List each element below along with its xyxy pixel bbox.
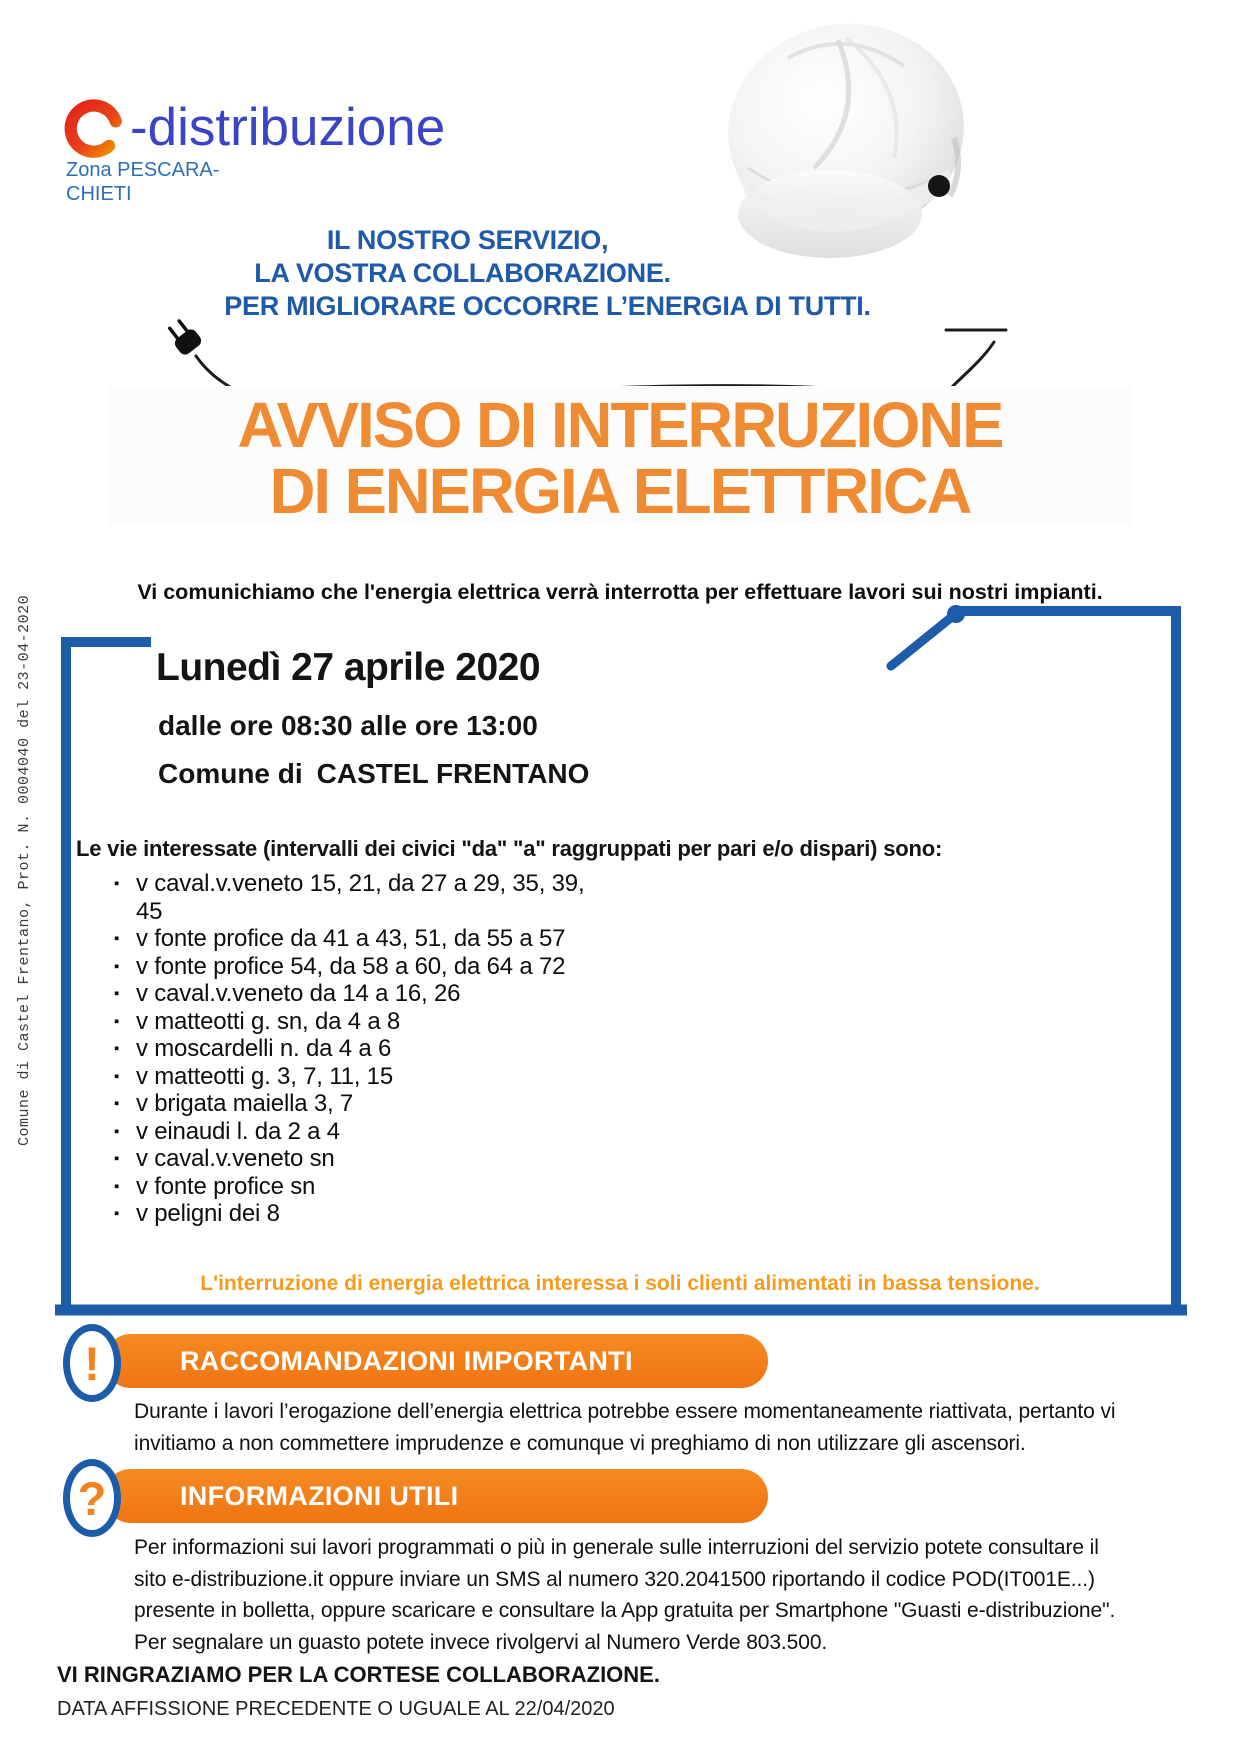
logo-e-icon bbox=[62, 92, 128, 162]
pin-icon bbox=[891, 616, 953, 666]
street-item: ▪ v fonte profice da 41 a 43, 51, da 55 a 57 bbox=[114, 925, 614, 953]
e-distribuzione-logo bbox=[62, 92, 445, 162]
question-icon: ? bbox=[63, 1459, 121, 1537]
plug-icon bbox=[165, 317, 203, 356]
street-item: ▪ v moscardelli n. da 4 a 6 bbox=[114, 1035, 614, 1063]
street-item: ▪ v matteotti g. 3, 7, 11, 15 bbox=[114, 1063, 614, 1091]
section-body-raccomandazioni: Durante i lavori l’erogazione dell’energia elettrica potrebbe essere momentaneamente riattivata, pertanto vi invitiamo a non commettere imprudenze e comunque vi preghiamo di non utilizzare gli ascensori. bbox=[134, 1400, 1116, 1455]
street-item: ▪ v caval.v.veneto da 14 a 16, 26 bbox=[114, 980, 614, 1008]
section-title: INFORMAZIONI UTILI bbox=[180, 1480, 459, 1511]
notice-title-line-1: AVVISO DI INTERRUZIONE bbox=[237, 389, 1003, 461]
street-item: ▪ v caval.v.veneto 15, 21, da 27 a 29, 35, 39, 45 bbox=[114, 870, 614, 925]
low-voltage-note: L'interruzione di energia elettrica interessa i soli clienti alimentati in bassa tensione. bbox=[200, 1272, 1040, 1295]
streets-list bbox=[114, 870, 614, 1228]
slogan-line-3: PER MIGLIORARE OCCORRE L’ENERGIA DI TUTTI. bbox=[224, 291, 871, 321]
logo-brand-text: -distribuzione bbox=[130, 97, 446, 157]
event-hours: dalle ore 08:30 alle ore 13:00 bbox=[158, 710, 538, 741]
street-item: ▪ v einaudi l. da 2 a 4 bbox=[114, 1118, 614, 1146]
comune-name: CASTEL FRENTANO bbox=[316, 758, 590, 789]
slogan-line-1: IL NOSTRO SERVIZIO, bbox=[326, 225, 609, 255]
zona-line-2: CHIETI bbox=[66, 183, 132, 205]
notice-title-line-2: DI ENERGIA ELETTRICA bbox=[269, 455, 971, 527]
street-item: ▪ v fonte profice 54, da 58 a 60, da 64 a 72 bbox=[114, 953, 614, 981]
street-item: ▪ v fonte profice sn bbox=[114, 1173, 614, 1201]
streets-heading: Le vie interessate (intervalli dei civici "da" "a" raggruppati per pari e/o dispari) sono: bbox=[76, 836, 943, 861]
closing-text: VI RINGRAZIAMO PER LA CORTESE COLLABORAZIONE. bbox=[57, 1662, 660, 1687]
intro-text: Vi comunichiamo che l'energia elettrica verrà interrotta per effettuare lavori sui nostri impianti. bbox=[137, 580, 1103, 604]
street-item: ▪ v brigata maiella 3, 7 bbox=[114, 1090, 614, 1118]
posting-date-text: DATA AFFISSIONE PRECEDENTE O UGUALE AL 22/04/2020 bbox=[57, 1698, 615, 1720]
zona-line-1: Zona PESCARA- bbox=[66, 159, 220, 181]
slogan-line-2: LA VOSTRA COLLABORAZIONE. bbox=[254, 258, 671, 288]
zona-label bbox=[66, 158, 219, 206]
event-comune bbox=[158, 758, 589, 790]
comune-label: Comune di bbox=[158, 758, 303, 789]
section-banner-informazioni bbox=[104, 1469, 768, 1523]
notice-title bbox=[107, 386, 1133, 526]
event-date: Lunedì 27 aprile 2020 bbox=[156, 646, 541, 689]
exclamation-icon: ! bbox=[63, 1324, 121, 1402]
section-banner-raccomandazioni bbox=[104, 1334, 768, 1388]
street-item: ▪ v caval.v.veneto sn bbox=[114, 1145, 614, 1173]
protocol-side-note: Comune di Castel Frentano, Prot. N. 0004040 del 23-04-2020 bbox=[16, 594, 33, 1146]
section-title: RACCOMANDAZIONI IMPORTANTI bbox=[180, 1345, 633, 1376]
street-item: ▪ v peligni dei 8 bbox=[114, 1200, 614, 1228]
street-item: ▪ v matteotti g. sn, da 4 a 8 bbox=[114, 1008, 614, 1036]
section-body-informazioni: Per informazioni sui lavori programmati o più in generale sulle interruzioni del servizio potete consultare il sito e-distribuzione.it oppure inviare un SMS al numero 320.2041500 riportando il codice POD(IT001E...) presente in bolletta, oppure scaricare e consultare la App gratuita per Smartphone "Guasti e-distribuzione". Per segnalare un guasto potete invece rivolgervi al Numero Verde 803.500. bbox=[134, 1536, 1116, 1654]
